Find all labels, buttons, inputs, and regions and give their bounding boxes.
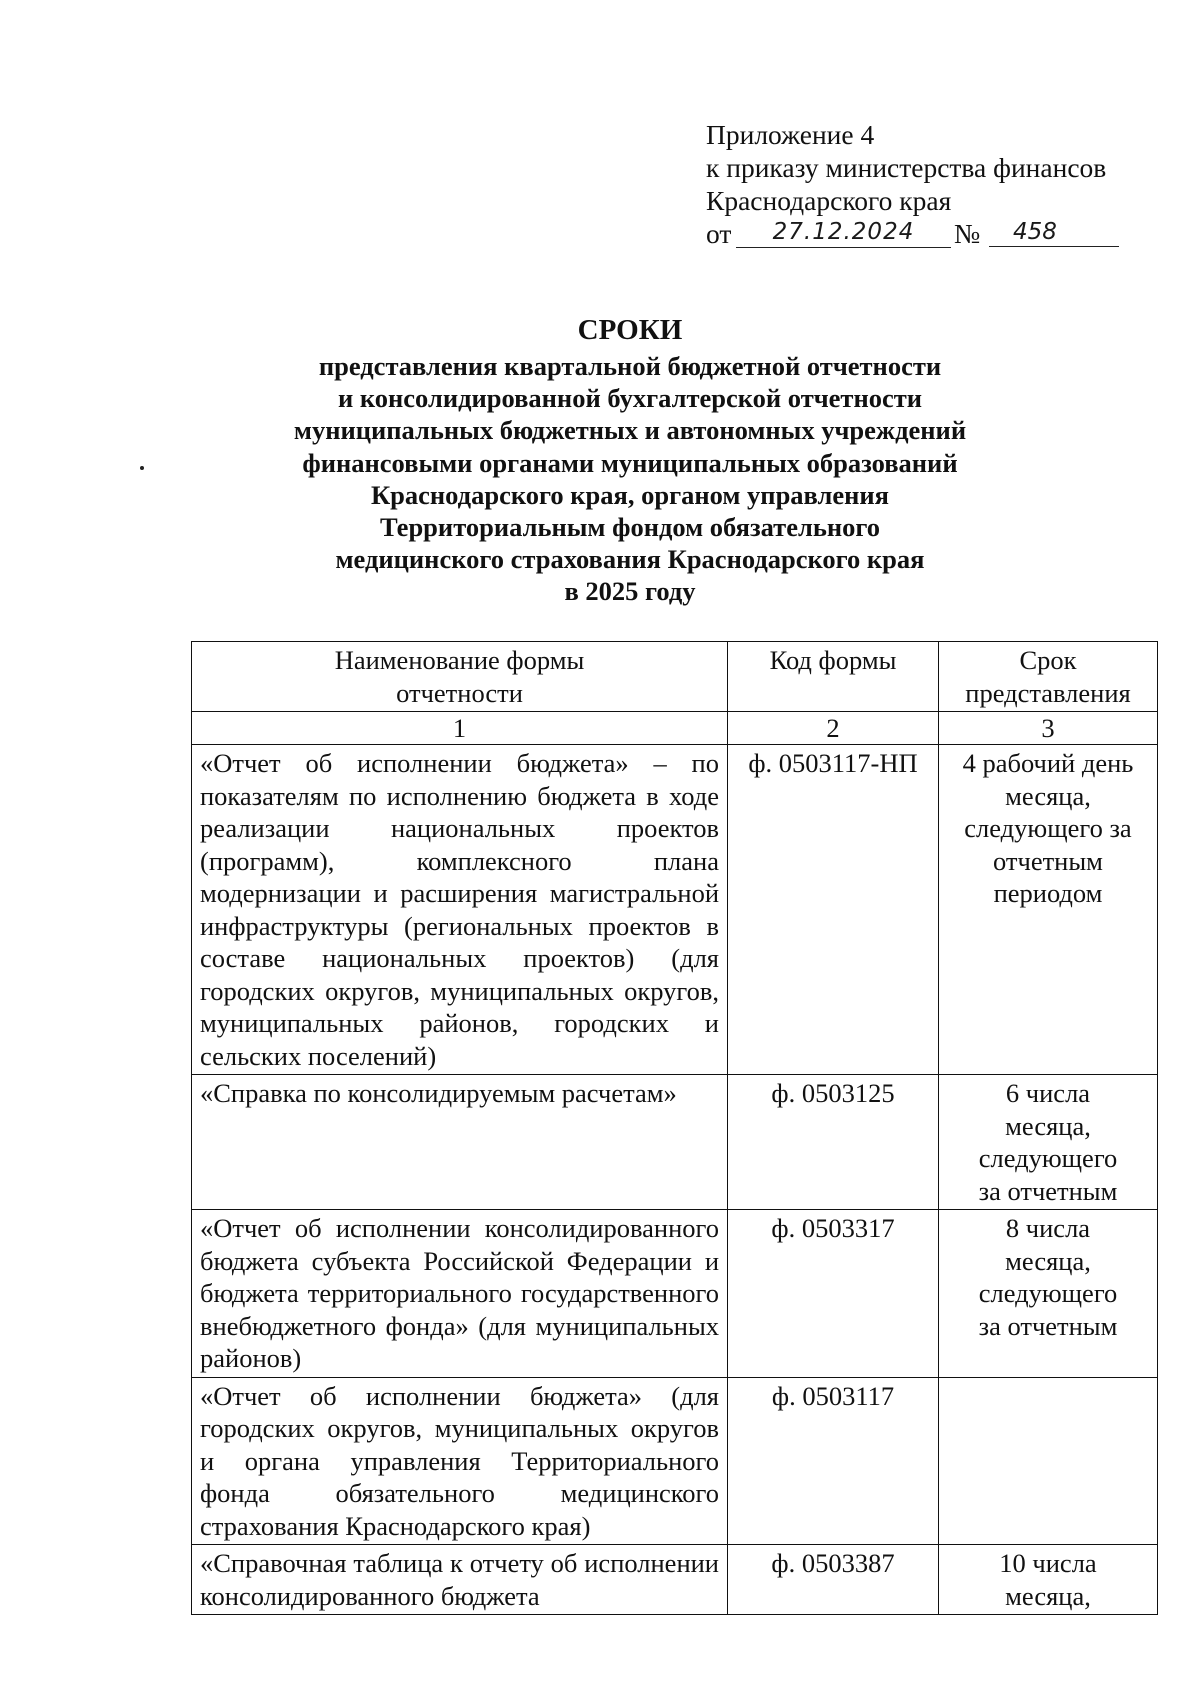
column-number: 1	[192, 712, 728, 745]
header-form-name: Наименование формы отчетности	[192, 642, 728, 712]
document-title	[190, 312, 1070, 608]
column-number: 2	[728, 712, 939, 745]
title-line: Краснодарского края, органом управления	[370, 479, 890, 510]
form-code-cell: ф. 0503117-НП	[728, 745, 939, 1075]
deadline-cell: 10 числа месяца,	[939, 1545, 1158, 1615]
title-line: медицинского страхования Краснодарского края	[335, 544, 925, 575]
title-line: и консолидированной бухгалтерской отчетности	[337, 383, 923, 414]
title-main: СРОКИ	[577, 314, 683, 346]
form-name-cell: «Справка по консолидируемым расчетам»	[192, 1075, 728, 1210]
title-line: муниципальных бюджетных и автономных учреждений	[293, 415, 967, 446]
form-name-cell: «Справочная таблица к отчету об исполнении консолидированного бюджета	[192, 1545, 728, 1615]
deadline-cell: 4 рабочий день месяца, следующего за отчетным периодом	[939, 745, 1158, 1075]
form-name-cell: «Отчет об исполнении консолидированного бюджета субъекта Российской Федерации и бюджета территориального государственного внебюджетного фонда» (для муниципальных районов)	[192, 1210, 728, 1378]
title-line: Территориальным фондом обязательного	[380, 512, 880, 543]
title-line: в 2025 году	[564, 576, 696, 607]
date-prefix: от	[706, 218, 732, 249]
order-date-handwritten: 27.12.2024	[736, 217, 951, 248]
table-row	[192, 1545, 1158, 1615]
title-line: представления квартальной бюджетной отчетности	[318, 351, 942, 381]
table-row	[192, 1210, 1158, 1378]
table-row	[192, 1075, 1158, 1210]
table-row	[192, 1377, 1158, 1545]
order-reference: к приказу министерства финансов	[706, 152, 1107, 183]
form-name-cell: «Отчет об исполнении бюджета» – по показателям по исполнению бюджета в ходе реализации национальных проектов (программ), комплексного плана модернизации и расширения магистральной инфраструктуры (региональных проектов в составе национальных проектов) (для городских округов, муниципальных округов, муниципальных районов, городских и сельских поселений)	[192, 745, 728, 1075]
form-code-cell: ф. 0503317	[728, 1210, 939, 1378]
appendix-number: Приложение 4	[706, 119, 875, 150]
header-form-code: Код формы	[728, 642, 939, 712]
form-code-cell: ф. 0503125	[728, 1075, 939, 1210]
deadlines-table	[191, 641, 1158, 1615]
table-header-row	[192, 642, 1158, 712]
appendix-header	[706, 118, 1156, 253]
number-prefix: №	[954, 218, 981, 249]
deadline-cell: 8 числа месяца, следующего за отчетным	[939, 1210, 1158, 1378]
table-number-row	[192, 712, 1158, 745]
region-name: Краснодарского края	[706, 185, 952, 216]
order-date-line	[706, 217, 1156, 253]
deadline-cell: 6 числа месяца, следующего за отчетным	[939, 1075, 1158, 1210]
form-name-cell: «Отчет об исполнении бюджета» (для городских округов, муниципальных округов и органа управления Территориального фонда обязательного медицинского страхования Краснодарского края)	[192, 1377, 728, 1545]
stray-dot	[140, 466, 144, 470]
deadline-cell-merged	[939, 1377, 1158, 1545]
form-code-cell: ф. 0503387	[728, 1545, 939, 1615]
header-deadline: Срок представления	[939, 642, 1158, 712]
order-number-handwritten: 458	[989, 217, 1119, 247]
form-code-cell: ф. 0503117	[728, 1377, 939, 1545]
title-line: финансовыми органами муниципальных образований	[302, 447, 958, 478]
column-number: 3	[939, 712, 1158, 745]
table-row	[192, 745, 1158, 1075]
